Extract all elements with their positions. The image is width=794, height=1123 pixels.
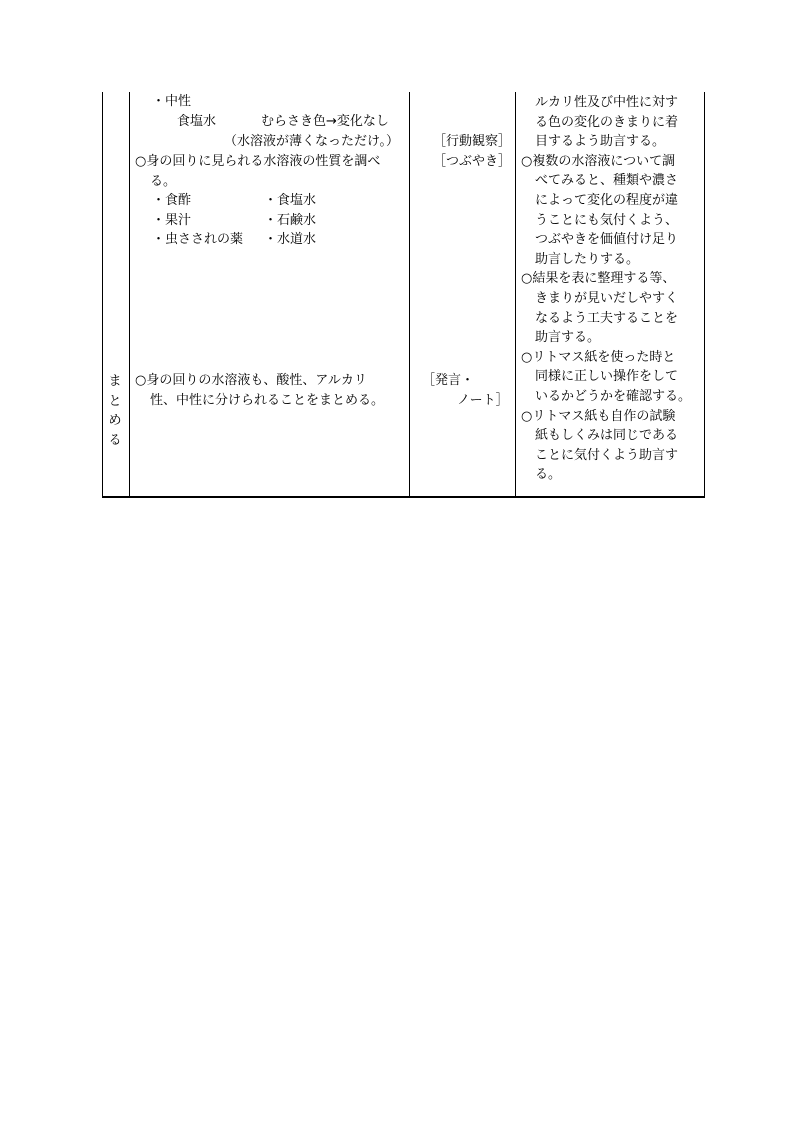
example-item: ・食酢 [152, 193, 192, 208]
saltwater-note: （水溶液が薄くなっただけ。） [224, 134, 399, 149]
table-border-left [102, 92, 103, 498]
guidance-line: 同様に正しい操作をして [535, 369, 679, 385]
guidance-line: べてみると、種類や濃さ [535, 173, 679, 189]
guidance-line: 助言する。 [535, 330, 601, 346]
lesson-plan-table [102, 92, 705, 498]
guidance-item [521, 348, 701, 407]
guidance-line: ○リトマス紙も自作の試験 [521, 408, 676, 424]
eval-mutterings: ［つぶやき］ [433, 154, 512, 169]
stage-label-summarize [108, 372, 122, 450]
eval-behavior-observation: ［行動観察］ [433, 134, 512, 149]
guidance-line: 紙もしくみは同じである [535, 428, 679, 444]
table-border-right [704, 92, 705, 498]
guidance-line: ことに気付くよう助言す [535, 447, 679, 463]
guidance-line: ○リトマス紙を使った時と [521, 349, 676, 365]
guidance-line: ○複数の水溶液について調 [521, 153, 676, 169]
guidance-line: によって変化の程度が違 [535, 192, 679, 208]
neutral-heading: ・中性 [152, 94, 192, 109]
saltwater-label: 食塩水 [177, 114, 217, 129]
example-item: ・石鹸水 [264, 213, 317, 228]
guidance-line: 助言したりする。 [535, 251, 640, 267]
activity-investigate-line1: ○身の回りに見られる水溶液の性質を調べ [135, 154, 381, 169]
guidance-item [521, 152, 701, 270]
guidance-column [521, 93, 701, 485]
activity-investigate-line2: る。 [150, 174, 177, 189]
column-divider-1 [129, 92, 130, 498]
guidance-line: なるよう工夫することを [535, 310, 679, 326]
table-border-bottom [102, 496, 705, 498]
guidance-line: ルカリ性及び中性に対す [535, 95, 679, 110]
stage-label-char: め [108, 413, 122, 429]
guidance-line: る。 [535, 467, 562, 483]
guidance-line: きまりが見いだしやすく [535, 290, 679, 306]
guidance-line: つぶやきを価値付け足り [535, 232, 679, 248]
example-item: ・食塩水 [264, 193, 317, 208]
eval-speech: ［発言・ [422, 373, 475, 388]
stage-label-char: ま [108, 374, 122, 389]
column-divider-2 [409, 92, 410, 498]
guidance-line: いるかどうかを確認する。 [535, 388, 692, 404]
eval-notebook: ノート］ [457, 393, 509, 408]
guidance-item [521, 93, 701, 152]
guidance-item [521, 407, 701, 485]
summary-activity-line2: 性、中性に分けられることをまとめる。 [150, 393, 385, 408]
example-item: ・果汁 [152, 213, 192, 228]
stage-label-char: と [108, 393, 122, 409]
stage-label-char: る [108, 432, 122, 448]
example-item: ・水道水 [264, 232, 317, 247]
guidance-line: ○結果を表に整理する等、 [521, 271, 676, 287]
column-divider-3 [515, 92, 516, 498]
summary-activity-line1: ○身の回りの水溶液も、酸性、アルカリ [135, 373, 367, 388]
guidance-line: る色の変化のきまりに着 [535, 114, 679, 130]
guidance-line: 目するよう助言する。 [535, 134, 666, 150]
example-item: ・虫さされの薬 [152, 232, 244, 247]
saltwater-result: むらさき色→変化なし [261, 114, 389, 129]
guidance-item [521, 269, 701, 347]
guidance-line: うことにも気付くよう、 [535, 212, 679, 228]
